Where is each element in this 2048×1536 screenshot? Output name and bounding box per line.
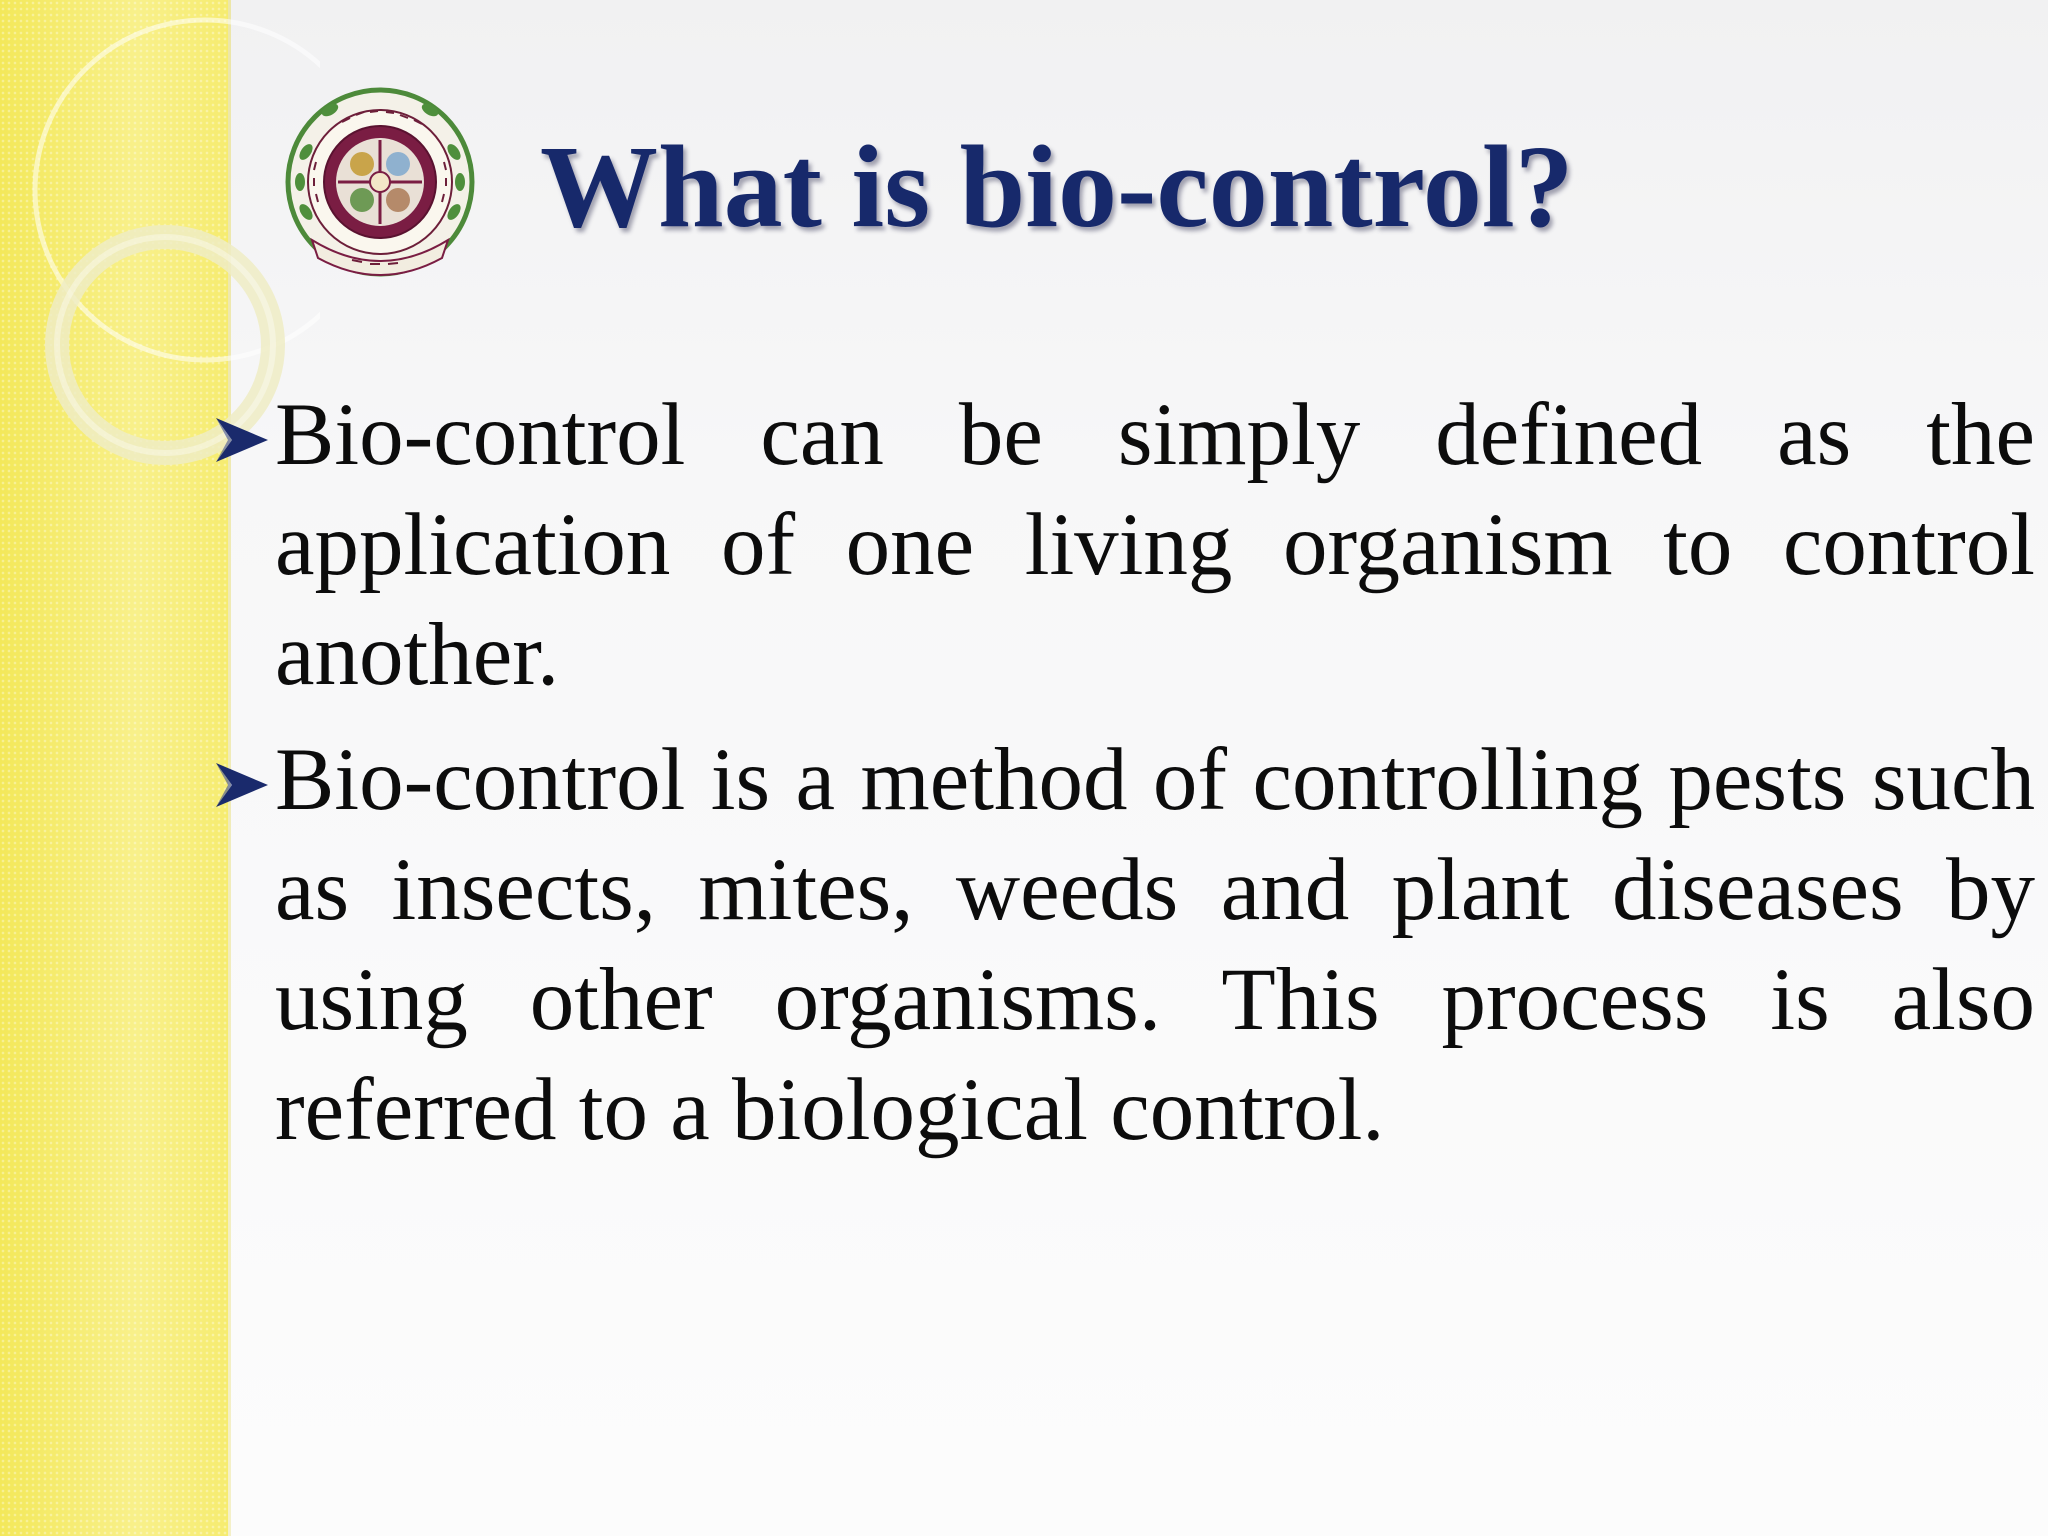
- side-decorative-band: [0, 0, 228, 1536]
- list-item: [210, 380, 2035, 710]
- slide-title: What is bio-control?: [540, 121, 1574, 252]
- bullet-text: Bio-control can be simply defined as the application of one living organism to control another.: [275, 386, 2035, 704]
- bullet-text: Bio-control is a method of controlling pests such as insects, mites, weeds and plant diseases by using other organisms. This process is also referred to a biological control.: [275, 731, 2035, 1159]
- arrowhead-bullet-icon: [214, 761, 270, 809]
- list-item: [210, 725, 2035, 1165]
- bullet-list: [210, 380, 2035, 1180]
- university-emblem-icon: [282, 82, 478, 284]
- arrowhead-bullet-icon: [214, 416, 270, 464]
